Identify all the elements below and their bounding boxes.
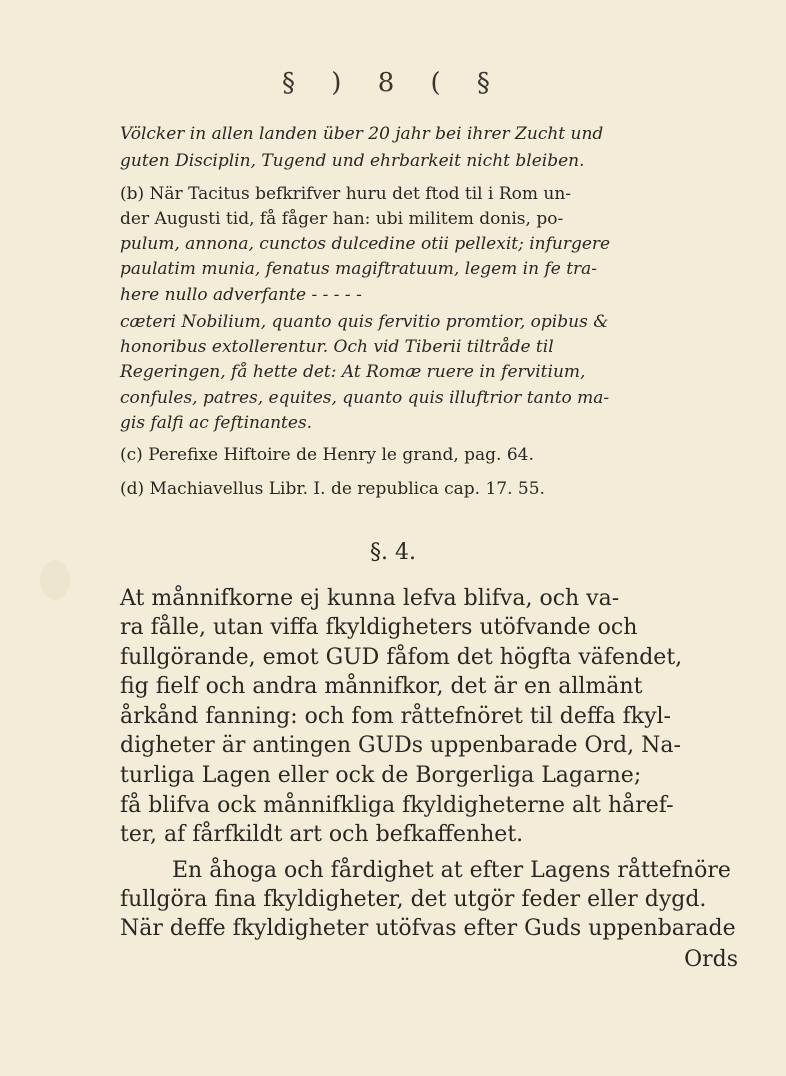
footnote-line: honoribus extollerentur. Och vid Tiberii tiltråde til (120, 337, 554, 357)
body-line: fullgörande, emot GUD fåfom det högfta väfendet, (120, 645, 683, 670)
footnote-line: paulatim munia, fenatus magiftratuum, legem in fe tra- (120, 259, 598, 279)
footnote-line: pulum, annona, cunctos dulcedine otii pellexit; infurgere (120, 234, 611, 254)
footnote-line: Völcker in allen landen über 20 jahr bei ihrer Zucht und (120, 124, 604, 144)
paper-stain (40, 560, 70, 600)
body-line: At månnifkorne ej kunna lefva blifva, och va- (120, 586, 620, 611)
footnote-line: der Augusti tid, få fåger han: ubi militem donis, po- (120, 209, 564, 229)
body-line: ter, af fårfkildt art och befkaffenhet. (120, 822, 524, 847)
footnote-line: confules, patres, equites, quanto quis illuftrior tanto ma- (120, 388, 610, 408)
footnote-line: guten Disciplin, Tugend und ehrbarkeit nicht bleiben. (120, 151, 585, 171)
catchword: Ords (684, 947, 738, 972)
body-line: fig fielf och andra månnifkor, det är en allmänt (120, 674, 643, 699)
footnote-line: cæteri Nobilium, quanto quis fervitio promtior, opibus & (120, 312, 609, 332)
footnote-line: (c) Perefixe Hiftoire de Henry le grand, pag. 64. (120, 445, 534, 465)
footnote-line: here nullo adverfante - - - - - (120, 285, 362, 305)
body-line: ra fålle, utan viffa fkyldigheters utöfvande och (120, 615, 638, 640)
body-line: turliga Lagen eller ock de Borgerliga Lagarne; (120, 763, 642, 788)
footnote-line: (b) När Tacitus befkrifver huru det ftod til i Rom un- (120, 184, 572, 204)
footnote-line: Regeringen, få hette det: At Romæ ruere in fervitium, (120, 362, 586, 382)
body-line: årkånd fanning: och fom råttefnöret til deffa fkyl- (120, 704, 671, 729)
body-line: fullgöra fina fkyldigheter, det utgör feder eller dygd. (120, 887, 707, 912)
body-line: En åhoga och fårdighet at efter Lagens råttefnöre (172, 858, 731, 883)
footnote-line: (d) Machiavellus Libr. I. de republica cap. 17. 55. (120, 479, 545, 499)
footnote-line: gis falfi ac feftinantes. (120, 413, 313, 433)
page-header: § ) 8 ( § (282, 68, 504, 98)
body-line: digheter är antingen GUDs uppenbarade Ord, Na- (120, 733, 681, 758)
section-heading: §. 4. (370, 540, 416, 565)
body-line: När deffe fkyldigheter utöfvas efter Guds uppenbarade (120, 916, 736, 941)
body-line: få blifva ock månnifkliga fkyldigheterne alt håref- (120, 793, 674, 818)
